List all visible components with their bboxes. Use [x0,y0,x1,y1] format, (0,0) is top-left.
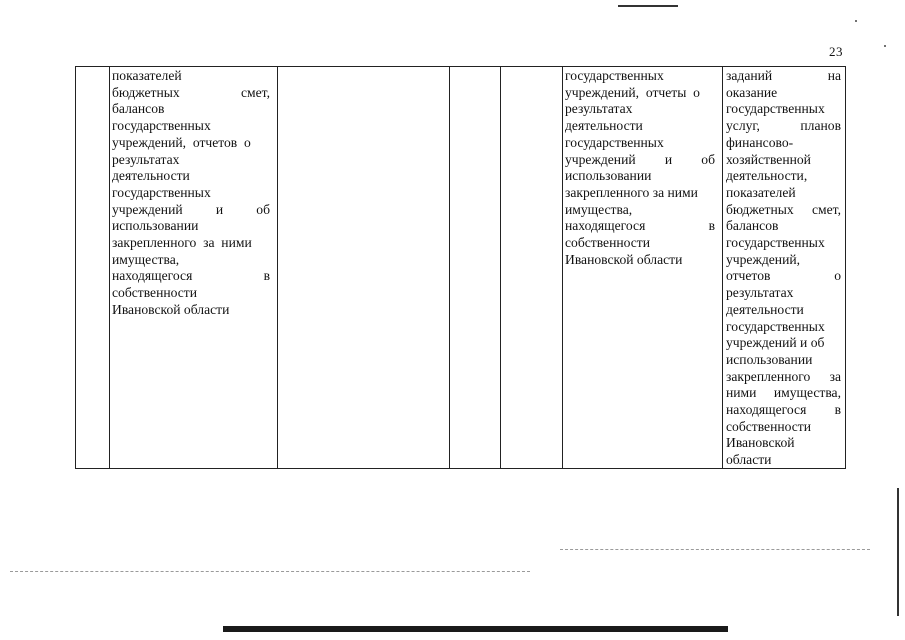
column-divider [449,67,450,468]
text-line: государственных [726,235,825,251]
text-line [112,202,270,219]
table-cell-col7 [726,68,841,469]
text-line: показателей [726,184,796,200]
text-line [565,152,715,169]
text-line [726,68,841,85]
column-divider [562,67,563,468]
text-word: смет, [241,84,270,100]
text-word: находящегося [565,218,646,234]
text-line: области [726,452,772,468]
text-line: государственных [112,184,211,200]
text-word: об [256,201,270,217]
text-line: финансово- [726,134,794,150]
text-line: показателей [112,68,182,83]
text-line: учреждений, отчетов о [112,134,251,150]
text-line: собственности [726,418,812,434]
text-line: деятельности, [726,168,808,184]
scan-mark-top [618,5,678,7]
text-word: отчетов [726,268,771,284]
text-line: результатах [565,101,633,117]
text-line: государственных [112,118,211,134]
text-line: деятельности [565,118,643,134]
text-word: учреждений [565,151,636,167]
text-line [565,218,715,235]
text-word: за [829,368,841,384]
column-divider [109,67,110,468]
text-line: закрепленного за ними [112,235,252,251]
text-word: планов [800,118,841,134]
text-line: деятельности [726,301,804,317]
text-line: собственности [565,235,651,251]
text-word: находящегося [112,268,193,284]
text-line: имущества, [112,251,180,267]
text-line: деятельности [112,168,190,184]
scan-mark-right-edge [897,488,899,616]
text-word: бюджетных [112,84,180,100]
table-cell-col2 [112,68,270,319]
scan-dot [884,45,886,47]
text-line: балансов [112,101,165,117]
table-cell-col6 [565,68,715,268]
text-word: о [834,268,841,284]
text-line [726,385,841,402]
column-divider [722,67,723,468]
text-line: государственных [565,68,664,83]
text-line: результатах [726,285,794,301]
text-line: Ивановской области [112,301,230,317]
content-table [75,66,846,469]
text-line: имущества, [565,201,633,217]
text-line: закрепленного за ними [565,184,698,200]
text-line: использовании [726,351,813,367]
text-word: ними [726,385,757,401]
text-line [726,202,841,219]
text-word: в [834,402,841,418]
text-word: в [263,268,270,284]
text-word: бюджетных [726,201,794,217]
text-line [726,268,841,285]
text-line: государственных [726,101,825,117]
text-word: имущества, [773,385,841,401]
page-number: 23 [829,44,843,59]
text-line: учреждений и об [726,335,825,351]
text-word: об [701,151,715,167]
text-word: и [664,151,673,167]
text-line: хозяйственной [726,151,811,167]
text-word: и [215,201,224,217]
text-line: результатах [112,151,180,167]
text-word: на [827,68,841,83]
scan-mark-bottom [223,626,728,632]
text-line: государственных [726,318,825,334]
text-word: услуг, [726,118,760,134]
scan-artifact-line [10,571,530,572]
text-word: в [708,218,715,234]
text-line: использовании [565,168,652,184]
text-word: заданий [726,68,773,83]
scan-dot [855,20,857,22]
text-word: находящегося [726,402,807,418]
text-word: закрепленного [726,368,811,384]
text-word: смет, [812,201,841,217]
scan-artifact-line [560,549,870,550]
text-line [726,369,841,386]
text-line: Ивановской области [565,251,683,267]
text-line: собственности [112,285,198,301]
text-word: учреждений [112,201,183,217]
text-line: государственных [565,134,664,150]
text-line: балансов [726,218,779,234]
column-divider [500,67,501,468]
text-line: использовании [112,218,199,234]
text-line [112,268,270,285]
text-line: учреждений, [726,251,801,267]
text-line [112,85,270,102]
text-line [726,118,841,135]
text-line [726,402,841,419]
text-line: учреждений, отчеты о [565,84,700,100]
text-line: оказание [726,84,778,100]
text-line: Ивановской [726,435,795,451]
column-divider [277,67,278,468]
